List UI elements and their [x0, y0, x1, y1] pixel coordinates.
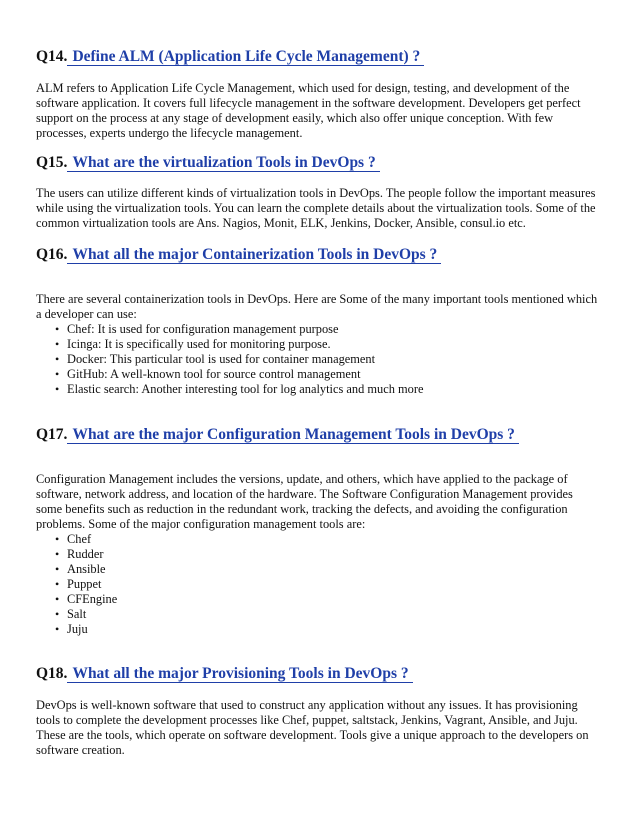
question-link-q16[interactable]: What all the major Containerization Tools in DevOps ? — [67, 246, 441, 264]
question-number: Q16. — [36, 246, 68, 263]
section-q18 — [36, 664, 602, 758]
question-number: Q15. — [36, 154, 68, 171]
section-q16 — [36, 245, 602, 397]
answer-paragraph-q14: ALM refers to Application Life Cycle Management, which used for design, testing, and development of the software application. It covers full lifecycle management in the software development. Developers get perfect support on the process at any stage of development easily, which also offer unique conception. With few processes, experts undergo the lifecycle management. — [36, 81, 581, 140]
list-item: • Chef: It is used for configuration management purpose — [67, 322, 602, 337]
question-heading-q18 — [36, 664, 602, 684]
list-item: • Chef — [67, 532, 602, 547]
list-item: • GitHub: A well-known tool for source control management — [67, 367, 602, 382]
list-item: • Elastic search: Another interesting tool for log analytics and much more — [67, 382, 602, 397]
tool-list-q17 — [36, 532, 602, 637]
list-item: • Salt — [67, 607, 602, 622]
section-q15 — [36, 153, 602, 231]
question-number: Q14. — [36, 48, 68, 65]
answer-paragraph-q17: Configuration Management includes the versions, update, and others, which have applied to the package of software, network address, and location of the hardware. The Software Configuration Management provides some benefits such as reduction in the redundant work, tracking the defects, and avoiding the configuration problems. Some of the major configuration management tools are: — [36, 472, 573, 531]
section-q17 — [36, 425, 602, 637]
answer-paragraph-q16: There are several containerization tools in DevOps. Here are Some of the many important tools mentioned which a developer can use: — [36, 292, 598, 321]
question-heading-q14 — [36, 47, 602, 67]
question-link-q17[interactable]: What are the major Configuration Management Tools in DevOps ? — [67, 426, 518, 444]
list-item: • Rudder — [67, 547, 602, 562]
list-item: • Puppet — [67, 577, 602, 592]
answer-paragraph-q15: The users can utilize different kinds of virtualization tools in DevOps. The people follow the important measures while using the virtualization tools. You can learn the complete details about the virtualization tools. Some of the common virtualization tools are Ans. Nagios, Monit, ELK, Jenkins, Docker, Ansible, consul.io etc. — [36, 186, 596, 230]
tool-list-q16 — [36, 322, 602, 397]
question-heading-q16 — [36, 245, 602, 265]
question-number: Q18. — [36, 665, 68, 682]
question-link-q15[interactable]: What are the virtualization Tools in DevOps ? — [67, 154, 379, 172]
question-heading-q17 — [36, 425, 602, 445]
question-number: Q17. — [36, 426, 68, 443]
list-item: • Icinga: It is specifically used for monitoring purpose. — [67, 337, 602, 352]
section-q14 — [36, 47, 602, 141]
answer-paragraph-q18: DevOps is well-known software that used to construct any application without any issues. It has provisioning tools to complete the development processes like Chef, puppet, saltstack, Jenkins, Vagrant, Ansible, and Juju. These are the tools, which operate on software development. Tools give a unique approach to the developers on software creation. — [36, 698, 589, 757]
list-item: • Docker: This particular tool is used for container management — [67, 352, 602, 367]
question-link-q18[interactable]: What all the major Provisioning Tools in DevOps ? — [67, 665, 412, 683]
question-heading-q15 — [36, 153, 602, 173]
list-item: • Juju — [67, 622, 602, 637]
list-item: • Ansible — [67, 562, 602, 577]
question-link-q14[interactable]: Define ALM (Application Life Cycle Management) ? — [67, 48, 424, 66]
list-item: • CFEngine — [67, 592, 602, 607]
